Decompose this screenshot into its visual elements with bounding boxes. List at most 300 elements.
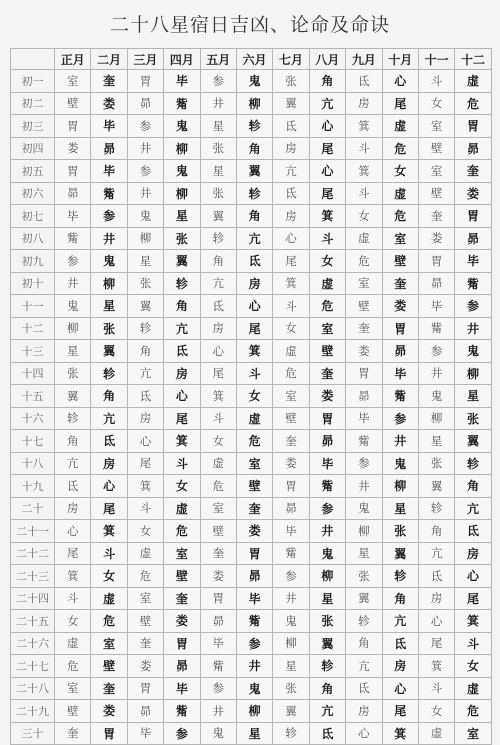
- mansion-cell: 星: [418, 430, 454, 453]
- mansion-cell: 房: [273, 205, 309, 228]
- mansion-cell: 轸: [164, 272, 200, 295]
- mansion-cell: 柳: [127, 227, 163, 250]
- mansion-cell: 参: [346, 452, 382, 475]
- month-header: 七月: [273, 49, 309, 70]
- mansion-cell: 角: [164, 295, 200, 318]
- mansion-cell: 室: [200, 497, 236, 520]
- mansion-cell: 虚: [55, 632, 91, 655]
- table-row: [11, 587, 492, 610]
- mansion-cell: 娄: [382, 295, 418, 318]
- mansion-cell: 鬼: [309, 542, 345, 565]
- table-row: [11, 655, 492, 678]
- mansion-cell: 危: [309, 295, 345, 318]
- mansion-cell: 奎: [273, 430, 309, 453]
- mansion-cell: 箕: [273, 272, 309, 295]
- mansion-cell: 壁: [309, 340, 345, 363]
- mansion-cell: 房: [455, 542, 491, 565]
- mansion-cell: 亢: [236, 227, 272, 250]
- mansion-cell: 奎: [55, 722, 91, 745]
- mansion-cell: 觜: [382, 385, 418, 408]
- mansion-cell: 角: [346, 632, 382, 655]
- mansion-cell: 毕: [164, 677, 200, 700]
- day-label: 十五: [11, 385, 55, 408]
- mansion-cell: 女: [455, 655, 491, 678]
- mansion-cell: 觜: [164, 92, 200, 115]
- mansion-cell: 虚: [164, 497, 200, 520]
- mansion-cell: 井: [127, 182, 163, 205]
- mansion-cell: 觜: [236, 610, 272, 633]
- mansion-cell: 室: [236, 452, 272, 475]
- mansion-cell: 箕: [346, 160, 382, 183]
- mansion-cell: 角: [236, 137, 272, 160]
- mansion-cell: 女: [127, 520, 163, 543]
- mansion-cell: 斗: [309, 227, 345, 250]
- mansion-cell: 奎: [418, 205, 454, 228]
- mansion-cell: 危: [455, 92, 491, 115]
- mansion-cell: 胃: [91, 722, 127, 745]
- mansion-cell: 柳: [273, 632, 309, 655]
- mansion-cell: 室: [418, 115, 454, 138]
- table-row: [11, 272, 492, 295]
- mansion-cell: 胃: [309, 407, 345, 430]
- mansion-cell: 参: [91, 205, 127, 228]
- mansion-cell: 翼: [127, 295, 163, 318]
- mansion-cell: 翼: [91, 340, 127, 363]
- mansion-cell: 房: [200, 317, 236, 340]
- mansion-cell: 胃: [382, 317, 418, 340]
- mansion-cell: 女: [273, 317, 309, 340]
- mansion-cell: 虚: [127, 542, 163, 565]
- mansion-cell: 女: [91, 565, 127, 588]
- mansion-cell: 星: [200, 160, 236, 183]
- mansion-cell: 女: [55, 610, 91, 633]
- mansion-cell: 毕: [273, 520, 309, 543]
- mansion-cell: 箕: [164, 430, 200, 453]
- mansion-cell: 鬼: [127, 205, 163, 228]
- mansion-cell: 娄: [91, 92, 127, 115]
- mansion-cell: 壁: [418, 137, 454, 160]
- mansion-cell: 亢: [309, 92, 345, 115]
- mansion-cell: 鬼: [200, 722, 236, 745]
- mansion-cell: 胃: [455, 115, 491, 138]
- mansion-cell: 房: [55, 497, 91, 520]
- mansion-cell: 觜: [455, 272, 491, 295]
- mansion-cell: 觜: [91, 182, 127, 205]
- mansion-cell: 氐: [418, 565, 454, 588]
- month-header: 六月: [236, 49, 272, 70]
- day-label: 初二: [11, 92, 55, 115]
- mansion-cell: 女: [418, 700, 454, 723]
- mansion-cell: 轸: [127, 317, 163, 340]
- mansion-cell: 张: [418, 452, 454, 475]
- mansion-cell: 翼: [309, 632, 345, 655]
- mansion-cell: 翼: [200, 205, 236, 228]
- mansion-cell: 胃: [55, 115, 91, 138]
- mansion-cell: 斗: [418, 70, 454, 93]
- day-label: 初九: [11, 250, 55, 273]
- mansion-cell: 柳: [55, 317, 91, 340]
- corner-cell: [11, 49, 55, 70]
- mansion-cell: 房: [127, 407, 163, 430]
- mansion-cell: 亢: [455, 497, 491, 520]
- mansion-cell: 觜: [418, 317, 454, 340]
- mansion-cell: 柳: [164, 182, 200, 205]
- mansion-cell: 觜: [200, 655, 236, 678]
- table-body: [11, 70, 492, 745]
- mansion-cell: 室: [382, 227, 418, 250]
- mansion-cell: 亢: [127, 362, 163, 385]
- mansion-cell: 柳: [91, 272, 127, 295]
- mansion-cell: 氐: [273, 115, 309, 138]
- mansion-cell: 鬼: [418, 385, 454, 408]
- table-row: [11, 250, 492, 273]
- mansion-cell: 心: [309, 160, 345, 183]
- mansion-cell: 翼: [273, 700, 309, 723]
- mansion-cell: 房: [346, 700, 382, 723]
- mansion-cell: 胃: [127, 677, 163, 700]
- mansion-cell: 心: [455, 565, 491, 588]
- mansion-cell: 毕: [200, 632, 236, 655]
- mansion-cell: 箕: [346, 115, 382, 138]
- mansion-cell: 危: [346, 250, 382, 273]
- mansion-cell: 角: [382, 587, 418, 610]
- table-row: [11, 295, 492, 318]
- month-header: 三月: [127, 49, 163, 70]
- day-label: 二十三: [11, 565, 55, 588]
- mansion-cell: 胃: [200, 587, 236, 610]
- mansion-cell: 毕: [55, 205, 91, 228]
- mansion-cell: 斗: [55, 587, 91, 610]
- mansion-cell: 斗: [127, 497, 163, 520]
- mansion-cell: 氐: [127, 385, 163, 408]
- day-label: 初一: [11, 70, 55, 93]
- mansion-cell: 危: [91, 610, 127, 633]
- table-row: [11, 542, 492, 565]
- table-row: [11, 340, 492, 363]
- mansion-cell: 轸: [455, 452, 491, 475]
- day-label: 初八: [11, 227, 55, 250]
- mansion-cell: 翼: [236, 160, 272, 183]
- mansion-cell: 室: [55, 677, 91, 700]
- mansion-cell: 奎: [455, 160, 491, 183]
- mansion-cell: 房: [91, 452, 127, 475]
- day-label: 二十: [11, 497, 55, 520]
- mansion-cell: 氐: [236, 250, 272, 273]
- mansion-cell: 娄: [200, 565, 236, 588]
- mansion-cell: 角: [200, 250, 236, 273]
- mansion-cell: 危: [164, 520, 200, 543]
- mansion-cell: 张: [164, 227, 200, 250]
- mansion-cell: 觜: [346, 430, 382, 453]
- mansion-cell: 娄: [273, 452, 309, 475]
- mansion-cell: 尾: [309, 137, 345, 160]
- mansion-cell: 参: [309, 497, 345, 520]
- day-label: 初十: [11, 272, 55, 295]
- mansion-cell: 氐: [91, 430, 127, 453]
- mansion-cell: 参: [164, 722, 200, 745]
- mansion-cell: 鬼: [164, 115, 200, 138]
- mansion-cell: 张: [273, 70, 309, 93]
- mansion-cell: 参: [382, 407, 418, 430]
- mansion-cell: 柳: [418, 407, 454, 430]
- mansion-cell: 觜: [164, 700, 200, 723]
- mansion-cell: 昴: [418, 272, 454, 295]
- mansion-cell: 奎: [346, 317, 382, 340]
- mansion-cell: 毕: [455, 250, 491, 273]
- mansion-cell: 昴: [455, 227, 491, 250]
- mansion-cell: 胃: [236, 542, 272, 565]
- month-header: 八月: [309, 49, 345, 70]
- day-label: 十二: [11, 317, 55, 340]
- mansion-cell: 轸: [273, 722, 309, 745]
- mansion-cell: 危: [236, 430, 272, 453]
- mansion-cell: 昴: [455, 137, 491, 160]
- mansion-cell: 毕: [127, 722, 163, 745]
- mansion-cell: 轸: [382, 565, 418, 588]
- table-row: [11, 205, 492, 228]
- mansion-cell: 亢: [309, 700, 345, 723]
- mansion-cell: 张: [346, 565, 382, 588]
- mansion-cell: 亢: [346, 655, 382, 678]
- mansion-cell: 氐: [55, 475, 91, 498]
- mansion-cell: 奎: [127, 632, 163, 655]
- table-row: [11, 677, 492, 700]
- mansion-cell: 参: [127, 115, 163, 138]
- mansion-cell: 昴: [236, 565, 272, 588]
- mansion-cell: 室: [164, 542, 200, 565]
- mansion-cell: 尾: [382, 700, 418, 723]
- mansion-cell: 亢: [273, 160, 309, 183]
- day-label: 二十八: [11, 677, 55, 700]
- month-header: 九月: [346, 49, 382, 70]
- day-label: 二十九: [11, 700, 55, 723]
- table-row: [11, 362, 492, 385]
- mansion-cell: 鬼: [273, 610, 309, 633]
- day-label: 初三: [11, 115, 55, 138]
- mansion-cell: 尾: [273, 250, 309, 273]
- table-row: [11, 520, 492, 543]
- month-header: 二月: [91, 49, 127, 70]
- mansion-cell: 亢: [418, 542, 454, 565]
- mansion-cell: 亢: [200, 272, 236, 295]
- mansion-cell: 壁: [273, 407, 309, 430]
- day-label: 初五: [11, 160, 55, 183]
- mansion-cell: 张: [309, 610, 345, 633]
- mansion-cell: 胃: [164, 632, 200, 655]
- mansion-cell: 房: [418, 587, 454, 610]
- mansion-cell: 毕: [91, 160, 127, 183]
- mansion-cell: 氐: [382, 632, 418, 655]
- mansion-cell: 参: [236, 632, 272, 655]
- mansion-cell: 鬼: [455, 340, 491, 363]
- mansion-cell: 星: [200, 115, 236, 138]
- mansion-cell: 女: [382, 160, 418, 183]
- mansion-cell: 毕: [91, 115, 127, 138]
- table-row: [11, 160, 492, 183]
- mansion-cell: 井: [418, 362, 454, 385]
- mansion-cell: 角: [309, 70, 345, 93]
- mansion-cell: 尾: [418, 632, 454, 655]
- mansion-cell: 危: [382, 205, 418, 228]
- mansion-cell: 娄: [418, 227, 454, 250]
- mansion-cell: 氐: [346, 70, 382, 93]
- mansion-cell: 箕: [200, 385, 236, 408]
- mansion-cell: 室: [418, 160, 454, 183]
- mansion-cell: 毕: [346, 407, 382, 430]
- mansion-cell: 尾: [455, 587, 491, 610]
- mansion-cell: 娄: [55, 137, 91, 160]
- table-row: [11, 610, 492, 633]
- mansion-cell: 氐: [200, 295, 236, 318]
- mansion-cell: 虚: [91, 587, 127, 610]
- day-label: 十一: [11, 295, 55, 318]
- month-header: 五月: [200, 49, 236, 70]
- table-row: [11, 632, 492, 655]
- month-header: 十一: [418, 49, 454, 70]
- mansion-cell: 危: [382, 137, 418, 160]
- day-label: 二十四: [11, 587, 55, 610]
- mansion-cell: 昴: [200, 610, 236, 633]
- mansion-cell: 昴: [127, 92, 163, 115]
- mansion-cell: 星: [273, 655, 309, 678]
- mansion-cell: 壁: [200, 520, 236, 543]
- mansion-cell: 娄: [236, 520, 272, 543]
- mansion-cell: 张: [55, 362, 91, 385]
- mansion-cell: 尾: [382, 92, 418, 115]
- mansion-cell: 心: [382, 70, 418, 93]
- mansion-cell: 尾: [236, 317, 272, 340]
- mansion-cell: 斗: [200, 407, 236, 430]
- mansion-cell: 娄: [91, 700, 127, 723]
- mansion-cell: 斗: [418, 677, 454, 700]
- mansion-cell: 鬼: [236, 677, 272, 700]
- mansion-cell: 柳: [455, 362, 491, 385]
- mansion-cell: 轸: [55, 407, 91, 430]
- mansion-cell: 箕: [55, 565, 91, 588]
- page-title: 二十八星宿日吉凶、论命及命诀: [109, 14, 390, 36]
- mansion-cell: 参: [55, 250, 91, 273]
- mansion-cell: 室: [309, 317, 345, 340]
- mansion-cell: 昴: [273, 497, 309, 520]
- mansion-cell: 昴: [91, 137, 127, 160]
- mansion-cell: 胃: [55, 160, 91, 183]
- mansion-cell: 毕: [309, 452, 345, 475]
- mansion-cell: 昴: [346, 385, 382, 408]
- mansion-cell: 翼: [273, 92, 309, 115]
- mansion-cell: 女: [200, 430, 236, 453]
- mansion-cell: 柳: [309, 565, 345, 588]
- mansion-cell: 井: [309, 520, 345, 543]
- mansion-cell: 心: [309, 115, 345, 138]
- mansion-cell: 参: [418, 340, 454, 363]
- mansion-cell: 轸: [236, 182, 272, 205]
- mansion-cell: 壁: [91, 655, 127, 678]
- mansion-cell: 毕: [164, 70, 200, 93]
- mansion-cell: 星: [236, 722, 272, 745]
- mansion-cell: 鬼: [91, 250, 127, 273]
- mansion-cell: 虚: [382, 182, 418, 205]
- mansion-cell: 斗: [273, 295, 309, 318]
- mansion-cell: 参: [273, 565, 309, 588]
- mansion-cell: 柳: [236, 92, 272, 115]
- day-label: 十九: [11, 475, 55, 498]
- day-label: 二十六: [11, 632, 55, 655]
- day-label: 十六: [11, 407, 55, 430]
- mansion-cell: 毕: [236, 587, 272, 610]
- mansion-cell: 井: [200, 700, 236, 723]
- mansion-cell: 星: [91, 295, 127, 318]
- mansion-cell: 箕: [236, 340, 272, 363]
- mansion-cell: 参: [200, 70, 236, 93]
- mansion-cell: 女: [164, 475, 200, 498]
- mansion-cell: 娄: [455, 182, 491, 205]
- mansion-cell: 女: [346, 205, 382, 228]
- table-row: [11, 722, 492, 745]
- mansion-cell: 虚: [455, 70, 491, 93]
- day-label: 初六: [11, 182, 55, 205]
- mansion-cell: 胃: [418, 250, 454, 273]
- mansion-cell: 房: [164, 362, 200, 385]
- mansion-cell: 觜: [55, 227, 91, 250]
- mansion-cell: 室: [455, 722, 491, 745]
- mansion-cell: 星: [382, 497, 418, 520]
- mansion-cell: 虚: [273, 340, 309, 363]
- mansion-cell: 娄: [127, 655, 163, 678]
- mansion-cell: 昴: [55, 182, 91, 205]
- table-row: [11, 227, 492, 250]
- day-label: 十七: [11, 430, 55, 453]
- mansion-cell: 虚: [346, 227, 382, 250]
- table-row: [11, 452, 492, 475]
- mansion-cell: 柳: [346, 520, 382, 543]
- mansion-cell: 亢: [164, 317, 200, 340]
- mansion-cell: 昴: [164, 655, 200, 678]
- mansion-table: [10, 48, 492, 745]
- mansion-cell: 角: [127, 340, 163, 363]
- mansion-cell: 心: [91, 475, 127, 498]
- table-row: [11, 475, 492, 498]
- mansion-cell: 井: [236, 655, 272, 678]
- mansion-cell: 女: [418, 92, 454, 115]
- table-row: [11, 385, 492, 408]
- mansion-cell: 氐: [273, 182, 309, 205]
- mansion-cell: 翼: [418, 475, 454, 498]
- mansion-cell: 房: [236, 272, 272, 295]
- mansion-cell: 尾: [309, 182, 345, 205]
- mansion-cell: 角: [55, 430, 91, 453]
- mansion-cell: 轸: [309, 655, 345, 678]
- mansion-cell: 室: [91, 632, 127, 655]
- mansion-cell: 张: [455, 407, 491, 430]
- table-row: [11, 430, 492, 453]
- mansion-cell: 奎: [236, 497, 272, 520]
- mansion-cell: 星: [346, 542, 382, 565]
- mansion-cell: 心: [55, 520, 91, 543]
- day-label: 初四: [11, 137, 55, 160]
- mansion-cell: 壁: [236, 475, 272, 498]
- mansion-cell: 张: [200, 137, 236, 160]
- mansion-cell: 奎: [200, 542, 236, 565]
- mansion-cell: 虚: [200, 452, 236, 475]
- mansion-cell: 亢: [382, 610, 418, 633]
- mansion-cell: 房: [346, 92, 382, 115]
- month-header: 正月: [55, 49, 91, 70]
- mansion-cell: 奎: [91, 677, 127, 700]
- mansion-cell: 尾: [91, 497, 127, 520]
- month-header: 四月: [164, 49, 200, 70]
- mansion-cell: 翼: [455, 430, 491, 453]
- day-label: 二十七: [11, 655, 55, 678]
